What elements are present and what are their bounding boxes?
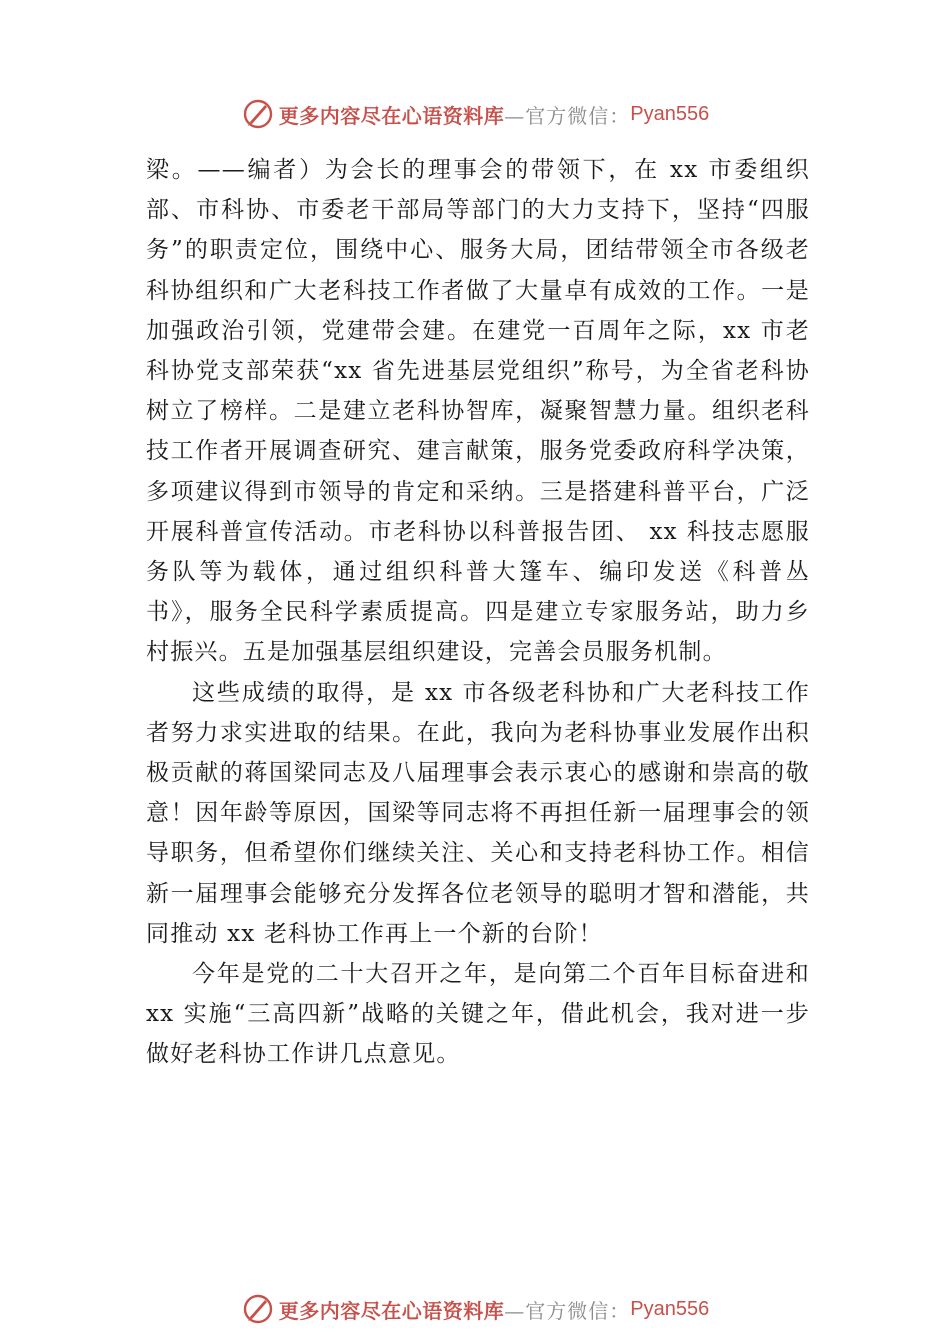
paragraph-1: 梁。——编者）为会长的理事会的带领下，在 xx 市委组织部、市科协、市委老干部局等部门的大力支持下，坚持“四服务”的职责定位，围绕中心、服务大局，团结带领全市各级老科协组织和广大老科技工作者做了大量卓有成效的工作。一是加强政治引领，党建带会建。在建党一百周年之际，xx 市老科协党支部荣获“xx 省先进基层党组织”称号，为全省老科协树立了榜样。二是建立老科协智库，凝聚智慧力量。组织老科技工作者开展调查研究、建言献策，服务党委政府科学决策，多项建议得到市领导的肯定和采纳。三是搭建科普平台，广泛开展科普宣传活动。市老科协以科普报告团、 xx 科技志愿服务队等为载体，通过组织科普大篷车、编印发送《科普丛书》，服务全民科学素质提高。四是建立专家服务站，助力乡村振兴。五是加强基层组织建设，完善会员服务机制。 (146, 157, 810, 666)
header-banner (0, 94, 950, 134)
quill-pen-logo-icon (241, 97, 275, 131)
paragraph-3: 今年是党的二十大召开之年，是向第二个百年目标奋进和 xx 实施“三高四新”战略的关键之年，借此机会，我对进一步做好老科协工作讲几点意见。 (146, 961, 810, 1068)
header-promo-text: 更多内容尽在心语资料库 (278, 103, 505, 128)
paragraph-2: 这些成绩的取得，是 xx 市各级老科协和广大老科技工作者努力求实进取的结果。在此，我向为老科协事业发展作出积极贡献的蒋国梁同志及八届理事会表示衷心的感谢和崇高的敬意！因年龄等原因，国梁等同志将不再担任新一届理事会的领导职务，但希望你们继续关注、关心和支持老科协工作。相信新一届理事会能够充分发挥各位老领导的聪明才智和潜能，共同推动 xx 老科协工作再上一个新的台阶！ (146, 679, 810, 947)
header-wechat-id: Pyan556 (630, 102, 710, 125)
footer-separator-text: —官方微信： (504, 1298, 631, 1323)
quill-pen-logo-icon (241, 1292, 275, 1326)
document-body (146, 150, 810, 1075)
footer-promo-text: 更多内容尽在心语资料库 (278, 1298, 505, 1323)
header-separator-text: —官方微信： (504, 103, 631, 128)
footer-banner (0, 1289, 950, 1329)
footer-wechat-id: Pyan556 (630, 1297, 710, 1320)
